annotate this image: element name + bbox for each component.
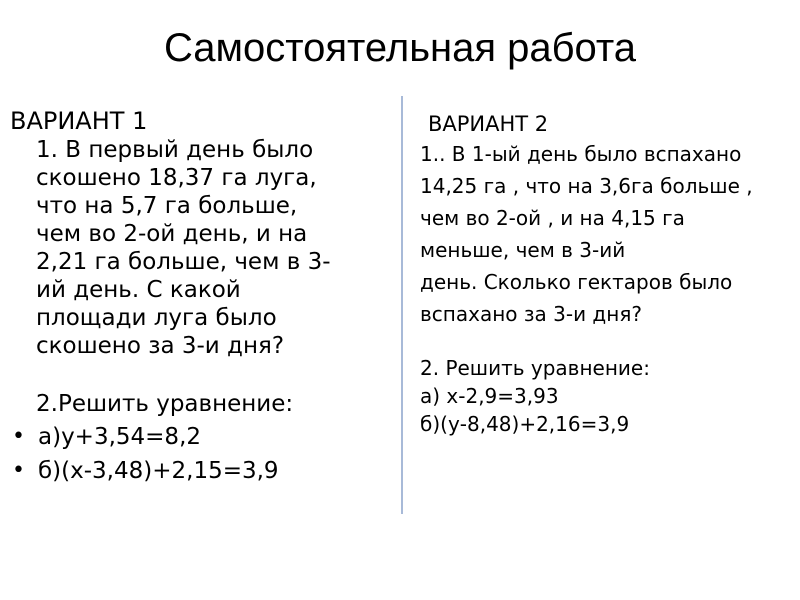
variant-2-task: 2. Решить уравнение: [420, 356, 650, 380]
variant-1-equation-a [10, 422, 390, 452]
variant-2-column [420, 110, 798, 438]
variant-2-problem: 1.. В 1-ый день было вспахано 14,25 га , что на 3,6га больше , чем во 2-ой , и на 4,15 га меньше, чем в 3-ий день. Сколько гектаров было вспахано за 3-и дня? [420, 142, 753, 326]
variant-1-problem: 1. В первый день было скошено 18,37 га луга, что на 5,7 га больше, чем во 2-ой день, и на 2,21 га больше, чем в 3- ий день. С какой площади луга было скошено за 3-и дня? [36, 137, 331, 359]
slide-title: Самостоятельная работа [163, 26, 637, 70]
column-divider [401, 96, 403, 514]
equation-text: б)(х-3,48)+2,15=3,9 [38, 458, 279, 484]
variant-1-column [10, 106, 390, 490]
equation-text: а)у+3,54=8,2 [38, 424, 202, 450]
variant-2-heading: ВАРИАНТ 2 [428, 112, 549, 136]
variant-1-equation-b [10, 456, 390, 486]
variant-1-task: 2.Решить уравнение: [36, 391, 294, 417]
variant-1-equation-list [10, 422, 390, 486]
bullet-icon: • [12, 424, 25, 449]
variant-2-equation-b: б)(у-8,48)+2,16=3,9 [420, 412, 630, 436]
bullet-icon: • [12, 458, 25, 483]
variant-2-equation-a: а) х-2,9=3,93 [420, 384, 559, 408]
variant-1-heading: ВАРИАНТ 1 [10, 107, 148, 135]
